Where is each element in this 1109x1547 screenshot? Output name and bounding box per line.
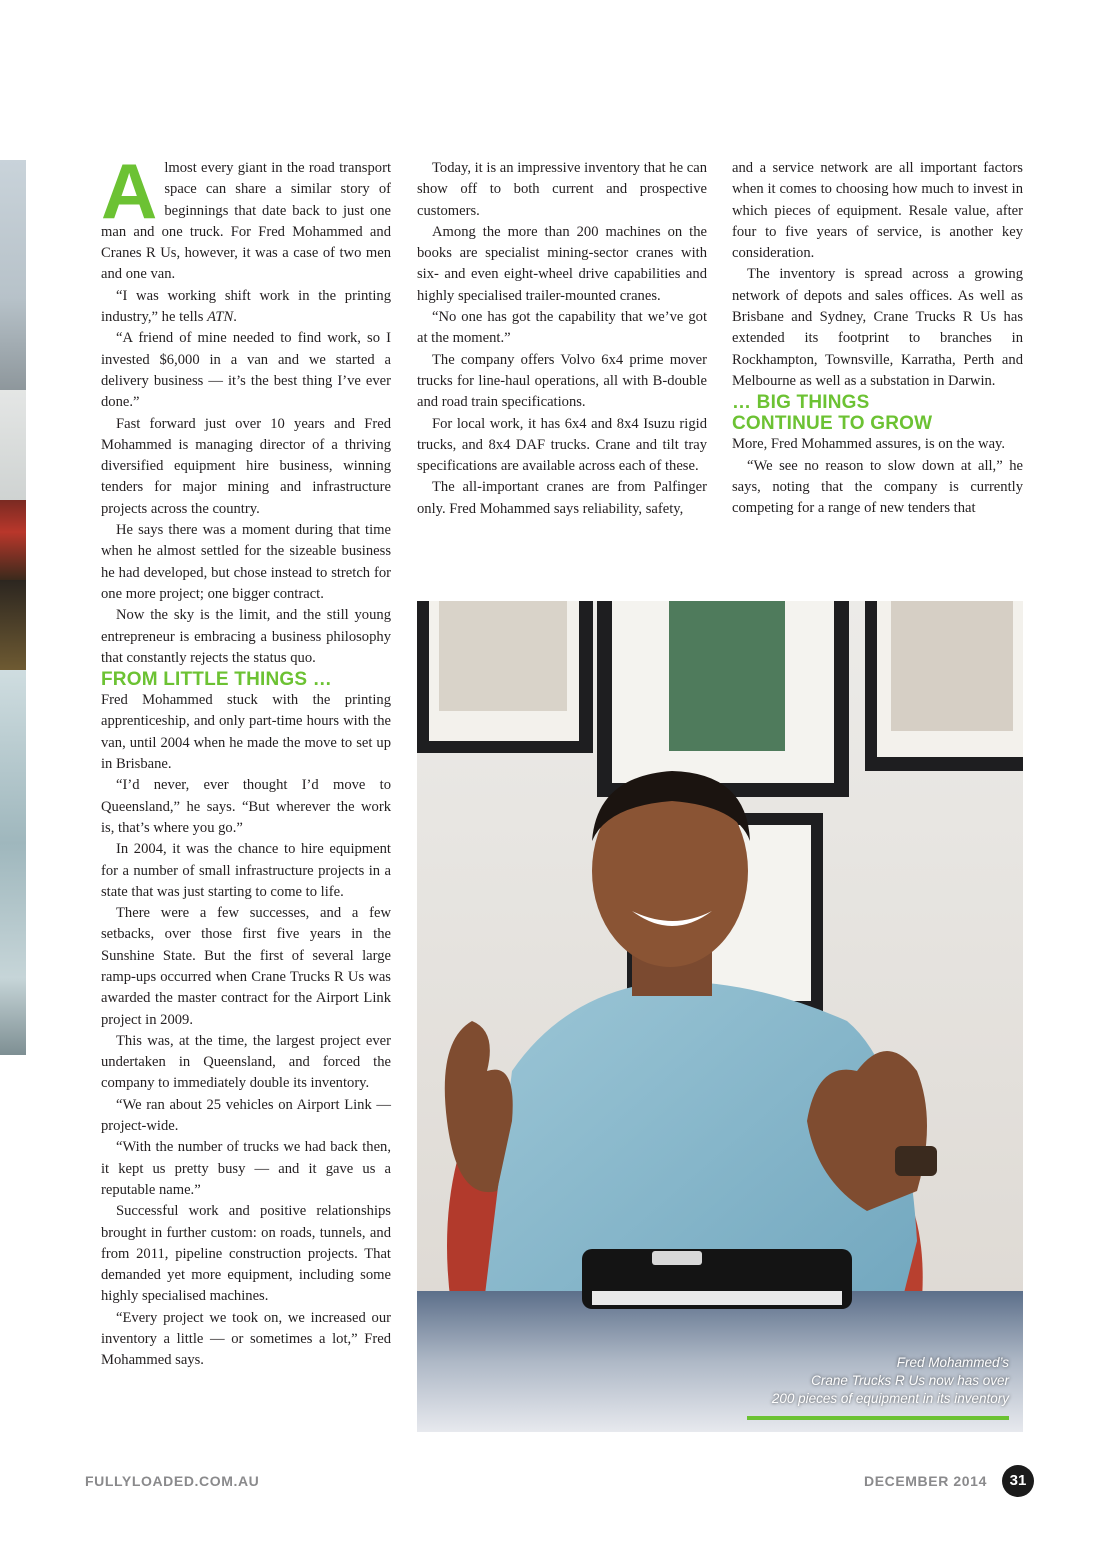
paragraph: Fred Mohammed stuck with the printing apprenticeship, and only part-time hours with the van, until 2004 when he made the move to set up in Brisbane. xyxy=(101,692,391,773)
paragraph: “We ran about 25 vehicles on Airport Link — project-wide. xyxy=(101,1096,391,1135)
paragraph: Successful work and positive relationships brought in further custom: on roads, tunnels, and from 2011, pipeline construction projects. That demanded yet more equipment, including some highly specialised machines. xyxy=(101,1203,391,1305)
footer-website: FULLYLOADED.COM.AU xyxy=(85,1473,260,1489)
paragraph: For local work, it has 6x4 and 8x4 Isuzu rigid trucks, and 8x4 DAF trucks. Crane and tilt tray specifications are available across each of these. xyxy=(417,415,707,475)
article-column-3 xyxy=(732,158,1023,519)
intro-paragraph: Almost every giant in the road transport space can share a similar story of beginnings that date back to just one man and one truck. For Fred Mohammed and Cranes R Us, however, it was a case of two men and one van. xyxy=(101,147,391,283)
previous-page-photo-bleed xyxy=(0,160,26,1055)
paragraph: The company offers Volvo 6x4 prime mover trucks for line-haul operations, all with B-double and road train specifications. xyxy=(417,351,707,411)
drop-cap: A xyxy=(101,147,157,235)
paragraph: and a service network are all important factors when it comes to choosing how much to invest in which pieces of equipment. Resale value, after four to five years of service, is another key consideration. xyxy=(732,160,1023,262)
paragraph: “No one has got the capability that we’ve got at the moment.” xyxy=(417,309,707,347)
portrait-illustration xyxy=(417,601,1023,1432)
paragraph: “With the number of trucks we had back then, it kept us pretty busy — and it gave us a reputable name.” xyxy=(101,1139,391,1198)
subheading-big-things: … BIG THINGS CONTINUE TO GROW xyxy=(732,392,933,435)
paragraph: “I’d never, ever thought I’d move to Queensland,” he says. “But wherever the work is, that’s where you go.” xyxy=(101,777,391,836)
paragraph: This was, at the time, the largest project ever undertaken in Queensland, and forced the company to immediately double its inventory. xyxy=(101,1032,391,1092)
paragraph: The inventory is spread across a growing network of depots and sales offices. As well as Brisbane and Sydney, Crane Trucks R Us has extended its footprint to branches in Rockhampton, Townsville, Karratha, Perth and Melbourne as well as a substation in Darwin. xyxy=(732,266,1023,389)
paragraph: He says there was a moment during that time when he almost settled for the sizeable business he had developed, but chose instead to stretch for one more project; one bigger contract. xyxy=(101,522,391,602)
paragraph: There were a few successes, and a few setbacks, over those first five years in the Sunshine State. But the first of several large ramp-ups occurred when Crane Trucks R Us was awarded the master contract for the Airport Link project in 2009. xyxy=(101,905,391,1028)
paragraph: More, Fred Mohammed assures, is on the way. xyxy=(732,436,1006,453)
feature-photo xyxy=(417,601,1023,1432)
paragraph: Now the sky is the limit, and the still young entrepreneur is embracing a business philosophy that constantly rejects the status quo. xyxy=(101,607,391,666)
subheading-from-little-things: FROM LITTLE THINGS … xyxy=(101,669,332,691)
paragraph: “We see no reason to slow down at all,” he says, noting that the company is currently competing for a range of new tenders that xyxy=(732,457,1023,517)
photo-caption: Fred Mohammed’s Crane Trucks R Us now has over 200 pieces of equipment in its inventory xyxy=(771,1355,1009,1406)
caption-accent-rule xyxy=(747,1416,1009,1420)
article-column-2 xyxy=(417,158,707,520)
paragraph: Fast forward just over 10 years and Fred Mohammed is managing director of a thriving diversified equipment hire business, winning tenders for major mining and infrastructure projects across the country. xyxy=(101,415,391,517)
page-number: 31 xyxy=(1002,1465,1034,1497)
paragraph: Among the more than 200 machines on the books are specialist mining-sector cranes with six- and even eight-wheel drive capabilities and highly specialised trailer-mounted cranes. xyxy=(417,223,707,304)
paragraph: “Every project we took on, we increased our inventory a little — or sometimes a lot,” Fred Mohammed says. xyxy=(101,1309,391,1369)
paragraph: In 2004, it was the chance to hire equipment for a number of small infrastructure projects in a state that was just starting to come to life. xyxy=(101,841,391,900)
frame-left xyxy=(417,601,593,753)
publication-name: ATN xyxy=(207,309,234,326)
frame-right xyxy=(865,601,1023,771)
paragraph: Today, it is an impressive inventory that he can show off to both current and prospective customers. xyxy=(417,160,707,219)
footer-issue-date: DECEMBER 2014 xyxy=(864,1473,987,1489)
frame-center xyxy=(597,601,849,797)
paragraph: “A friend of mine needed to find work, so I invested $6,000 in a van and we started a delivery business — it’s the best thing I’ve ever done.” xyxy=(101,330,391,411)
paragraph: “I was working shift work in the printing industry,” he tells ATN. xyxy=(101,287,391,326)
paragraph: The all-important cranes are from Palfinger only. Fred Mohammed says reliability, safety, xyxy=(417,479,707,517)
article-column-1 xyxy=(101,147,391,1372)
